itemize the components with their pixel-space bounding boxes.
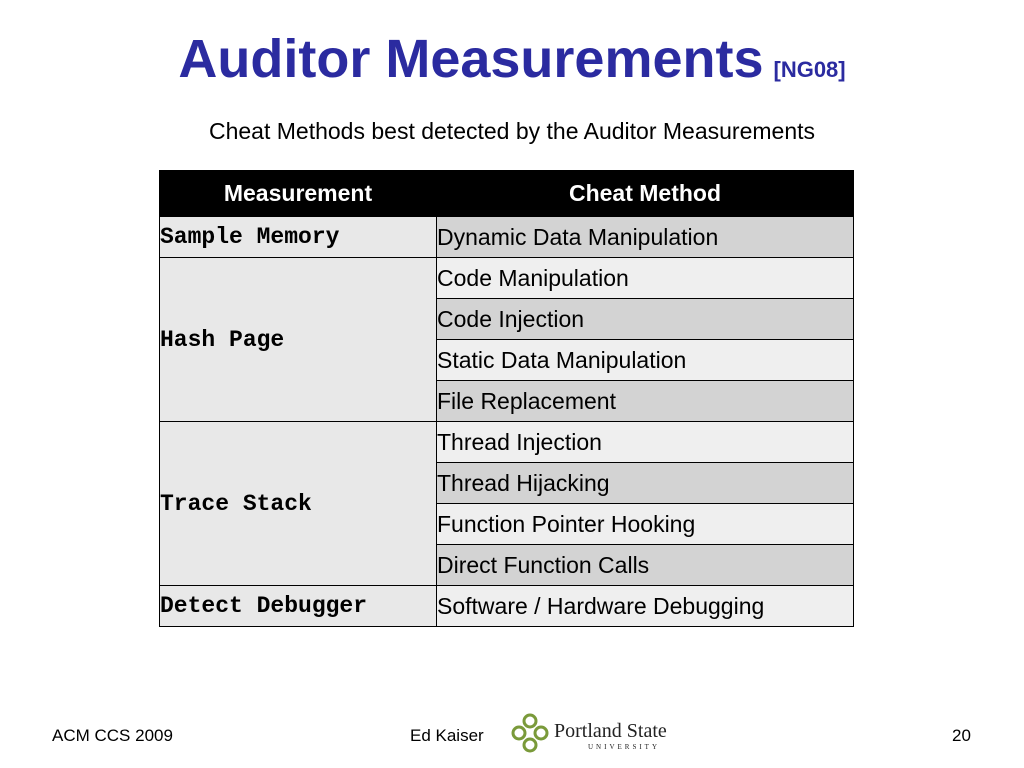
method-cell: Thread Hijacking [437,463,854,504]
logo-subname: UNIVERSITY [588,743,660,751]
measurement-table [159,170,854,627]
method-cell: Function Pointer Hooking [437,504,854,545]
slide-title [0,28,1024,90]
table-header-row [160,171,854,217]
table-row [160,586,854,627]
header-cheat-method: Cheat Method [437,171,854,217]
method-cell: File Replacement [437,381,854,422]
title-reference: [NG08] [773,57,846,82]
method-cell: Code Manipulation [437,258,854,299]
measurement-cell: Sample Memory [160,217,437,258]
footer-author: Ed Kaiser [410,726,484,745]
table-row [160,258,854,299]
title-main: Auditor Measurements [178,29,764,89]
method-cell: Software / Hardware Debugging [437,586,854,627]
footer-conference: ACM CCS 2009 [52,726,173,745]
slide-subtitle: Cheat Methods best detected by the Auditor Measurements [208,118,816,144]
method-cell: Code Injection [437,299,854,340]
table-row [160,217,854,258]
measurement-cell: Hash Page [160,258,437,422]
portland-state-logo [510,712,686,754]
measurement-cell: Trace Stack [160,422,437,586]
psu-leaf-icon [513,715,547,751]
method-cell: Dynamic Data Manipulation [437,217,854,258]
table-row [160,422,854,463]
header-measurement: Measurement [160,171,437,217]
page-number: 20 [952,726,971,745]
method-cell: Thread Injection [437,422,854,463]
method-cell: Static Data Manipulation [437,340,854,381]
method-cell: Direct Function Calls [437,545,854,586]
measurement-cell: Detect Debugger [160,586,437,627]
logo-name: Portland State [554,720,667,742]
